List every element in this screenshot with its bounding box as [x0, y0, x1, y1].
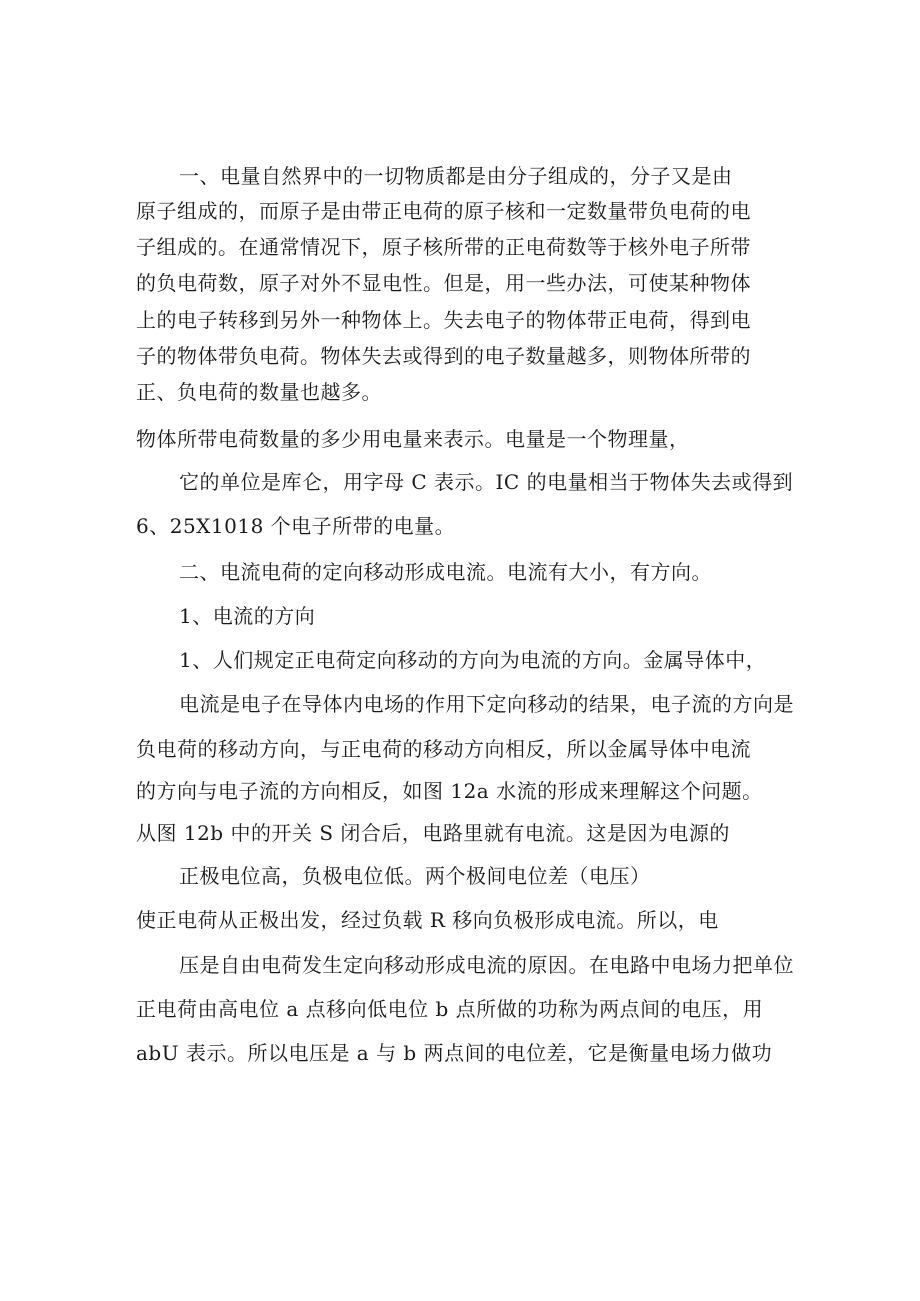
- text-line-7: 正、负电荷的数量也越多。: [136, 380, 382, 404]
- text-line-18: 正极电位高，负极电位低。两个极间电位差（电压）: [179, 864, 651, 888]
- text-line-16: 的方向与电子流的方向相反，如图 12a 水流的形成来理解这个问题。: [136, 779, 763, 803]
- text-line-11: 二、电流电荷的定向移动形成电流。电流有大小，有方向。: [179, 560, 712, 584]
- text-line-10: 6、25X1018 个电子所带的电量。: [136, 514, 456, 538]
- text-line-5: 上的电子转移到另外一种物体上。失去电子的物体带正电荷，得到电: [136, 308, 751, 332]
- text-line-12: 1、电流的方向: [179, 604, 316, 628]
- text-line-22: abU 表示。所以电压是 a 与 b 两点间的电位差，它是衡量电场力做功: [136, 1041, 773, 1065]
- text-line-13: 1、人们规定正电荷定向移动的方向为电流的方向。金属导体中，: [179, 648, 767, 672]
- text-line-1: 一、电量自然界中的一切物质都是由分子组成的，分子又是由: [179, 164, 733, 188]
- text-line-20: 压是自由电荷发生定向移动形成电流的原因。在电路中电场力把单位: [179, 953, 794, 977]
- text-line-19: 使正电荷从正极出发，经过负载 R 移向负极形成电流。所以，电: [136, 908, 719, 932]
- text-line-21: 正电荷由高电位 a 点移向低电位 b 点所做的功称为两点间的电压，用: [136, 997, 764, 1021]
- text-line-4: 的负电荷数，原子对外不显电性。但是，用一些办法，可使某种物体: [136, 271, 751, 295]
- text-line-8: 物体所带电荷数量的多少用电量来表示。电量是一个物理量，: [136, 427, 690, 451]
- text-line-15: 负电荷的移动方向，与正电荷的移动方向相反，所以金属导体中电流: [136, 737, 751, 761]
- text-line-14: 电流是电子在导体内电场的作用下定向移动的结果，电子流的方向是: [179, 692, 794, 716]
- text-line-17: 从图 12b 中的开关 S 闭合后，电路里就有电流。这是因为电源的: [136, 821, 730, 845]
- text-line-6: 子的物体带负电荷。物体失去或得到的电子数量越多，则物体所带的: [136, 344, 751, 368]
- text-line-3: 子组成的。在通常情况下，原子核所带的正电荷数等于核外电子所带: [136, 235, 751, 259]
- text-line-9: 它的单位是库仑，用字母 C 表示。IC 的电量相当于物体失去或得到: [179, 470, 794, 494]
- text-line-2: 原子组成的，而原子是由带正电荷的原子核和一定数量带负电荷的电: [136, 199, 751, 223]
